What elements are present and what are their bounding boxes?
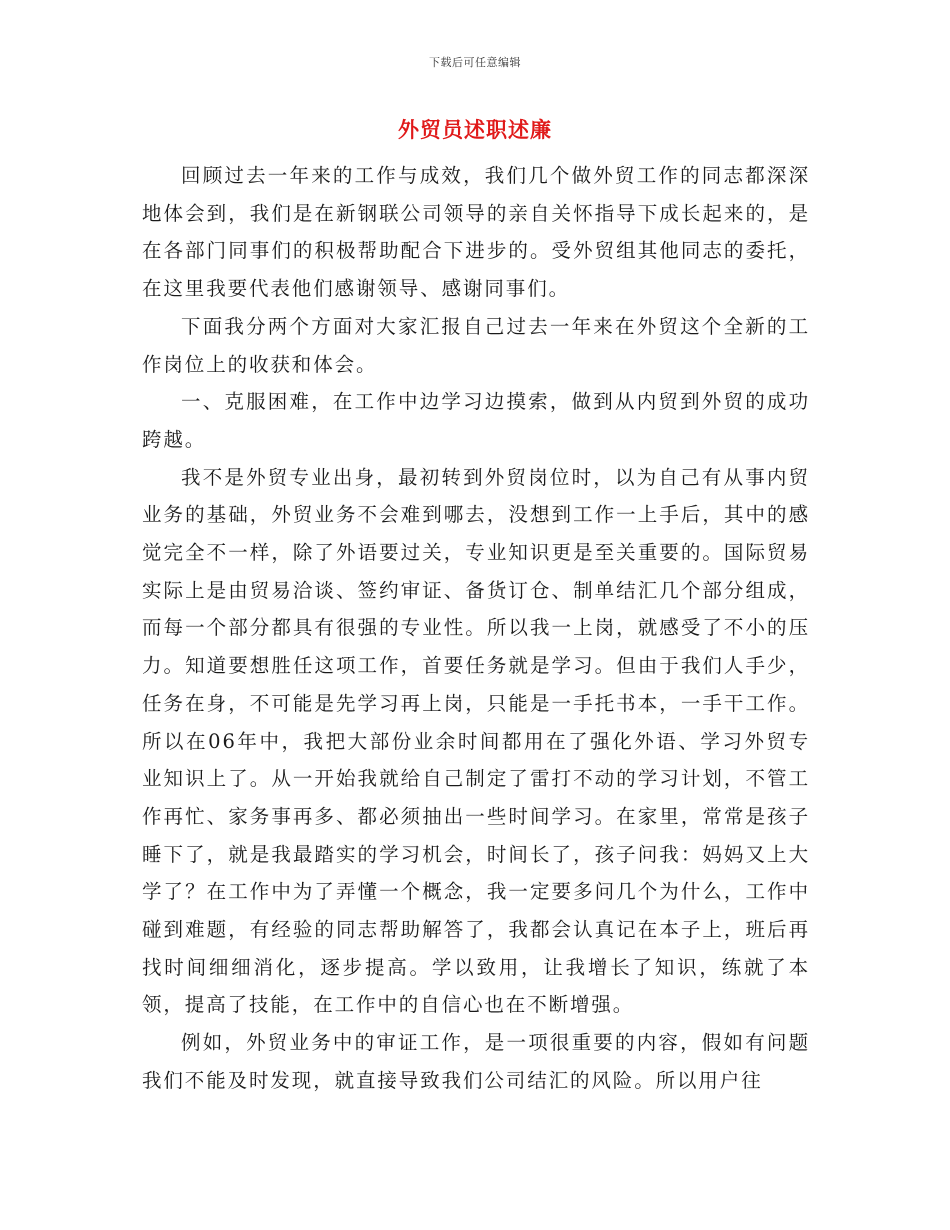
paragraph-example: 例如，外贸业务中的审证工作，是一项很重要的内容，假如有问题我们不能及时发现，就直接导致我们公司结汇的风险。所以用户往 [142,1031,810,1092]
paragraph-intro: 回顾过去一年来的工作与成效，我们几个做外贸工作的同志都深深地体会到，我们是在新钢联公司领导的亲自关怀指导下成长起来的，是在各部门同事们的积极帮助配合下进步的。受外贸组其他同志的委托，在这里我要代表他们感谢领导、感谢同事们。 [142,164,810,301]
download-note: 下载后可任意编辑 [429,56,521,69]
paragraph-learning: 我不是外贸专业出身，最初转到外贸岗位时，以为自己有从事内贸业务的基础，外贸业务不会难到哪去，没想到工作一上手后，其中的感觉完全不一样，除了外语要过关，专业知识更是至关重要的。国际贸易实际上是由贸易洽谈、签约审证、备货订仓、制单结汇几个部分组成，而每一个部分都具有很强的专业性。所以我一上岗，就感受了不小的压力。知道要想胜任这项工作，首要任务就是学习。但由于我们人手少，任务在身，不可能是先学习再上岗，只能是一手托书本，一手干工作。所以在06年中，我把大部份业余时间都用在了强化外语、学习外贸专业知识上了。从一开始我就给自己制定了雷打不动的学习计划，不管工作再忙、家务事再多、都必须抽出一些时间学习。在家里，常常是孩子睡下了，就是我最踏实的学习机会，时间长了，孩子问我：妈妈又上大学了？在工作中为了弄懂一个概念，我一定要多问几个为什么，工作中碰到难题，有经验的同志帮助解答了，我都会认真记在本子上，班后再找时间细细消化，逐步提高。学以致用，让我增长了知识，练就了本领，提高了技能，在工作中的自信心也在不断增强。 [142,465,810,1017]
paragraph-overview: 下面我分两个方面对大家汇报自己过去一年来在外贸这个全新的工作岗位上的收获和体会。 [142,314,810,376]
document-title: 外贸员述职述廉 [398,117,552,142]
paragraph-section-heading: 一、克服困难，在工作中边学习边摸索，做到从内贸到外贸的成功跨越。 [142,390,810,451]
document-body [142,157,810,1100]
